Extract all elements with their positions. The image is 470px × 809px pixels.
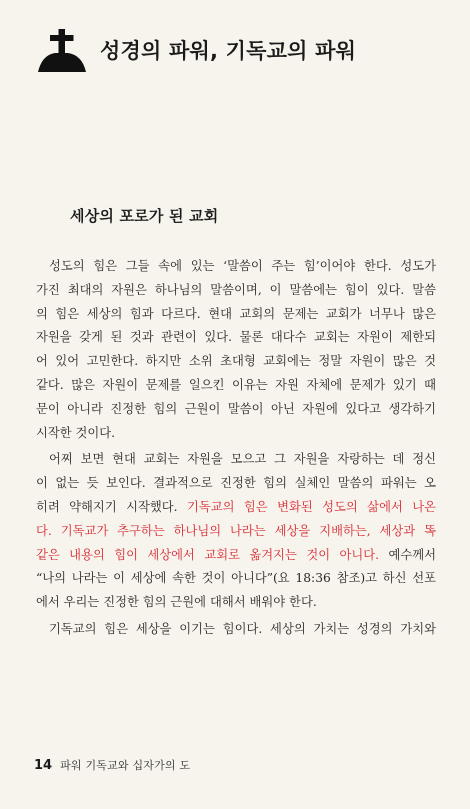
body-text <box>36 255 436 642</box>
running-title: 파워 기독교와 십자가의 도 <box>60 759 191 772</box>
cross-on-hill-icon <box>34 26 90 74</box>
text-line: 성도의 힘은 그들 속에 있는 ‘말씀이 주는 힘’이어야 한다. 성도가 <box>49 259 436 273</box>
paragraph-3 <box>36 618 436 642</box>
text-line: 어 있어 고민한다. 하지만 소위 초대형 교회에는 정말 자원이 많은 것 <box>36 354 436 369</box>
text-line-mixed <box>36 544 436 568</box>
highlighted-text: 다. 기독교가 추구하는 하나님의 나라는 세상을 지배하는, 세상과 똑 <box>36 523 436 538</box>
text-line: “나의 나라는 이 세상에 속한 것이 아니다”(요 18:36 참조)고 하신 선포 <box>36 571 436 586</box>
text-line: 자원을 갖게 된 것과 관련이 있다. 물론 대다수 교회는 자원이 제한되 <box>36 330 436 345</box>
text-line: 에서 우리는 진정한 힘의 근원에 대해서 배워야 한다. <box>36 595 317 610</box>
paragraph-2 <box>36 448 436 615</box>
text-line-mixed <box>36 496 436 520</box>
text-line: 가진 최대의 자원은 하나님의 말씀이며, 이 말씀에는 힘이 있다. 말씀 <box>36 282 436 297</box>
chapter-title: 성경의 파워, 기독교의 파워 <box>100 39 357 63</box>
text-line: 같다. 많은 자원이 문제를 일으킨 이유는 자원 자체에 문제가 있기 때 <box>36 377 436 392</box>
page-number: 14 <box>34 758 53 773</box>
text-line: 기독교의 힘은 세상을 이기는 힘이다. 세상의 가치는 성경의 가치와 <box>49 621 436 636</box>
highlighted-text: 같은 내용의 힘이 세상에서 교회로 옮겨지는 것이 아니다. <box>36 547 380 562</box>
text-line: 어찌 보면 현대 교회는 자원을 모으고 그 자원을 자랑하는 데 정신 <box>49 452 436 467</box>
highlighted-text: 기독교의 힘은 변화된 성도의 삶에서 나온 <box>177 499 436 514</box>
chapter-header <box>34 22 356 78</box>
paragraph-1 <box>36 255 436 445</box>
text-line: 문이 아니라 진정한 힘의 근원이 말씀이 아닌 자원에 있다고 생각하기 <box>36 401 436 416</box>
text-line: 시작한 것이다. <box>36 425 116 440</box>
text-line: 이 없는 듯 보인다. 결과적으로 진정한 힘의 실체인 말씀의 파워는 오 <box>36 476 436 491</box>
plain-text: 예수께서 <box>379 547 436 562</box>
text-line: 의 힘은 세상의 힘과 다르다. 현대 교회의 문제는 교회가 너무나 많은 <box>36 306 436 321</box>
section-title: 세상의 포로가 된 교회 <box>70 207 219 225</box>
page-footer <box>34 757 190 773</box>
plain-text: 히려 약해지기 시작했다. <box>36 499 178 514</box>
